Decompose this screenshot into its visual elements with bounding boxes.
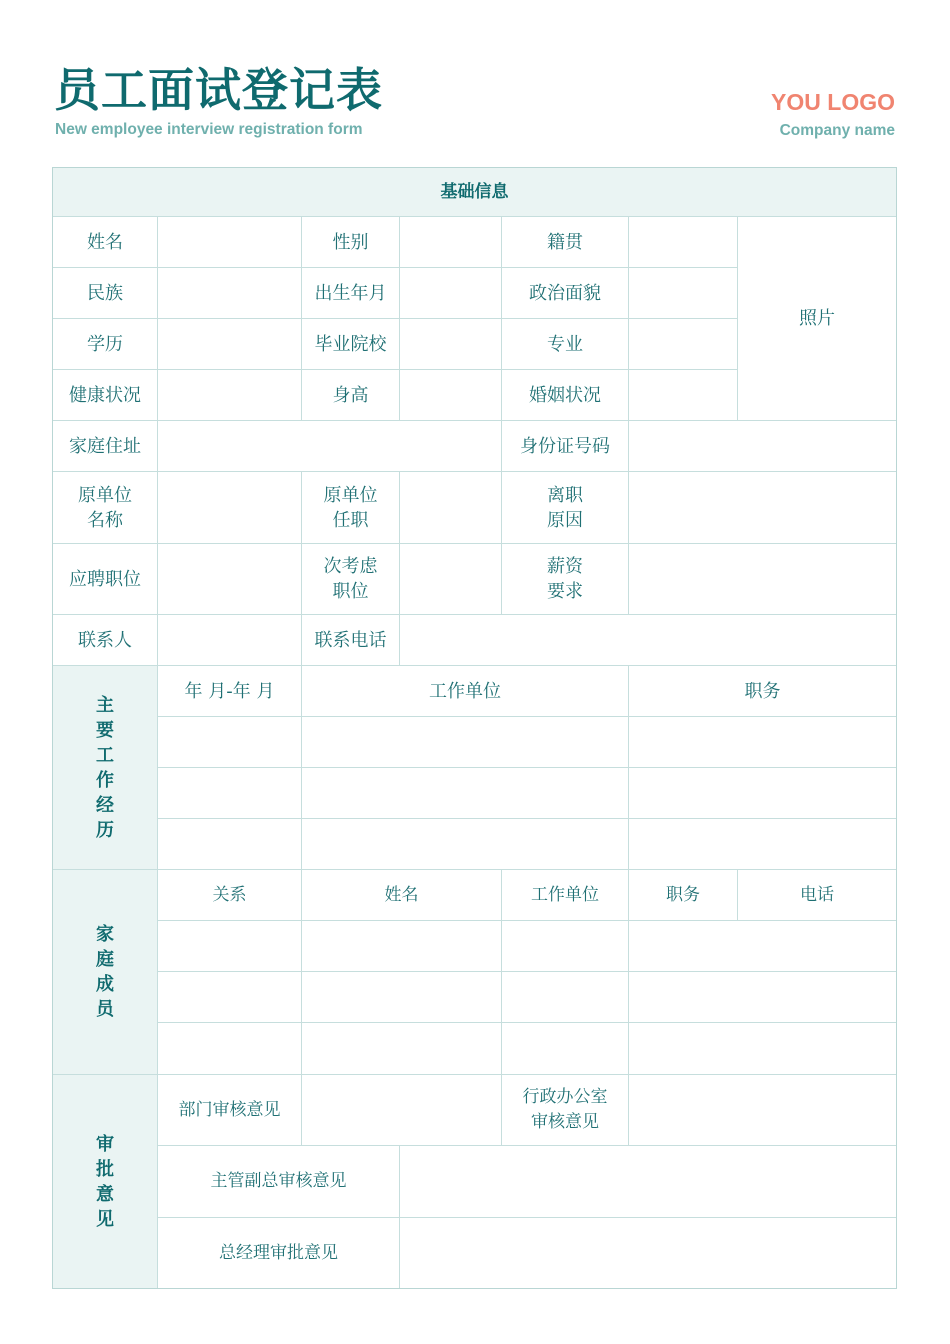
approval-section-label: 审 批 意 见	[52, 1074, 158, 1289]
contact-field[interactable]	[157, 614, 302, 666]
work-row-2-title[interactable]	[628, 767, 897, 819]
major-field[interactable]	[628, 318, 738, 370]
work-col-period: 年 月-年 月	[157, 665, 302, 717]
family-col-name: 姓名	[301, 869, 502, 921]
family-row-3-name[interactable]	[301, 1022, 502, 1075]
salary-field[interactable]	[628, 543, 897, 615]
company-name: Company name	[779, 122, 895, 139]
label-admin-review: 行政办公室 审核意见	[501, 1074, 629, 1146]
photo-box[interactable]	[737, 216, 897, 421]
label-applied-position: 应聘职位	[52, 543, 158, 615]
ethnicity-field[interactable]	[157, 267, 302, 319]
marital-field[interactable]	[628, 369, 738, 421]
label-alt-position: 次考虑 职位	[301, 543, 400, 615]
work-col-company: 工作单位	[301, 665, 629, 717]
applied-position-field[interactable]	[157, 543, 302, 615]
vp-review-field[interactable]	[399, 1145, 897, 1218]
label-photo: 照片	[799, 308, 835, 329]
label-name: 姓名	[52, 216, 158, 268]
native-place-field[interactable]	[628, 216, 738, 268]
work-row-1-period[interactable]	[157, 716, 302, 768]
work-row-3-company[interactable]	[301, 818, 629, 870]
family-row-2-company[interactable]	[501, 971, 629, 1023]
address-field[interactable]	[157, 420, 502, 472]
height-field[interactable]	[399, 369, 502, 421]
work-row-3-title[interactable]	[628, 818, 897, 870]
family-row-3-relation[interactable]	[157, 1022, 302, 1075]
label-health: 健康状况	[52, 369, 158, 421]
label-gender: 性别	[301, 216, 400, 268]
label-political: 政治面貌	[501, 267, 629, 319]
prev-position-field[interactable]	[399, 471, 502, 544]
school-field[interactable]	[399, 318, 502, 370]
family-section-label: 家 庭 成 员	[52, 869, 158, 1075]
company-logo: YOU LOGO	[771, 89, 895, 115]
label-salary: 薪资 要求	[501, 543, 629, 615]
label-prev-position: 原单位 任职	[301, 471, 400, 544]
page-title: 员工面试登记表	[54, 63, 383, 117]
family-row-2-relation[interactable]	[157, 971, 302, 1023]
label-vp-review: 主管副总审核意见	[157, 1145, 400, 1218]
name-field[interactable]	[157, 216, 302, 268]
label-major: 专业	[501, 318, 629, 370]
interview-form	[52, 167, 897, 1289]
work-row-3-period[interactable]	[157, 818, 302, 870]
family-row-3-company[interactable]	[501, 1022, 629, 1075]
family-row-1-relation[interactable]	[157, 920, 302, 972]
label-address: 家庭住址	[52, 420, 158, 472]
label-prev-company: 原单位 名称	[52, 471, 158, 544]
education-field[interactable]	[157, 318, 302, 370]
id-number-field[interactable]	[628, 420, 897, 472]
label-marital: 婚姻状况	[501, 369, 629, 421]
work-row-1-company[interactable]	[301, 716, 629, 768]
label-school: 毕业院校	[301, 318, 400, 370]
health-field[interactable]	[157, 369, 302, 421]
label-id-number: 身份证号码	[501, 420, 629, 472]
family-col-phone: 电话	[737, 869, 897, 921]
family-row-3-title-phone[interactable]	[628, 1022, 897, 1075]
family-row-1-title-phone[interactable]	[628, 920, 897, 972]
contact-phone-field[interactable]	[399, 614, 897, 666]
family-row-2-title-phone[interactable]	[628, 971, 897, 1023]
family-col-company: 工作单位	[501, 869, 629, 921]
label-contact-phone: 联系电话	[301, 614, 400, 666]
political-field[interactable]	[628, 267, 738, 319]
birth-field[interactable]	[399, 267, 502, 319]
prev-company-field[interactable]	[157, 471, 302, 544]
label-dept-review: 部门审核意见	[157, 1074, 302, 1146]
leave-reason-field[interactable]	[628, 471, 897, 544]
family-col-title: 职务	[628, 869, 738, 921]
label-leave-reason: 离职 原因	[501, 471, 629, 544]
label-ethnicity: 民族	[52, 267, 158, 319]
family-row-1-name[interactable]	[301, 920, 502, 972]
label-birth: 出生年月	[301, 267, 400, 319]
label-contact: 联系人	[52, 614, 158, 666]
gender-field[interactable]	[399, 216, 502, 268]
family-col-relation: 关系	[157, 869, 302, 921]
basic-info-header: 基础信息	[52, 167, 897, 217]
family-row-2-name[interactable]	[301, 971, 502, 1023]
label-education: 学历	[52, 318, 158, 370]
work-row-1-title[interactable]	[628, 716, 897, 768]
family-row-1-company[interactable]	[501, 920, 629, 972]
label-height: 身高	[301, 369, 400, 421]
label-native-place: 籍贯	[501, 216, 629, 268]
admin-review-field[interactable]	[628, 1074, 897, 1146]
page-subtitle: New employee interview registration form	[55, 121, 363, 138]
work-row-2-period[interactable]	[157, 767, 302, 819]
dept-review-field[interactable]	[301, 1074, 502, 1146]
work-experience-section-label: 主 要 工 作 经 历	[52, 665, 158, 870]
label-gm-approval: 总经理审批意见	[157, 1217, 400, 1289]
gm-approval-field[interactable]	[399, 1217, 897, 1289]
work-col-title: 职务	[628, 665, 897, 717]
alt-position-field[interactable]	[399, 543, 502, 615]
work-row-2-company[interactable]	[301, 767, 629, 819]
